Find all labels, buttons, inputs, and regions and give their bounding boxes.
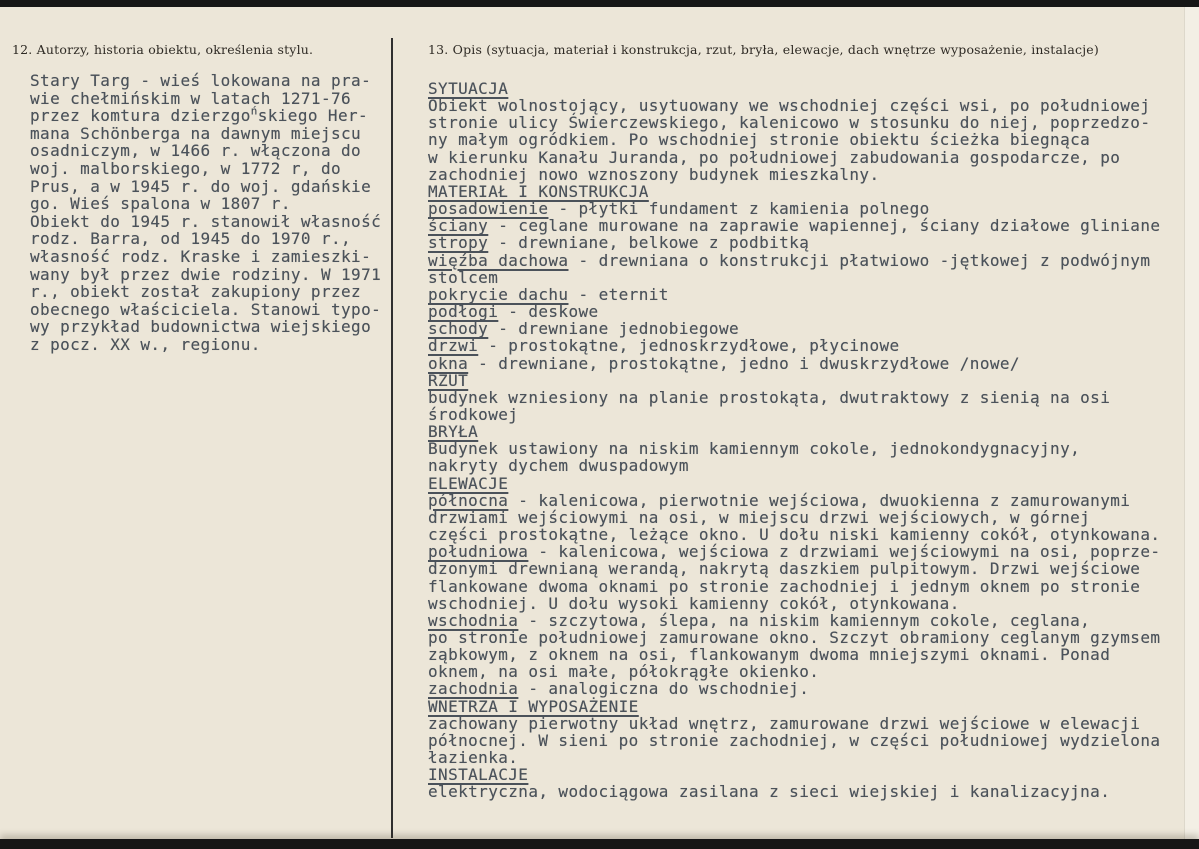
text-line: INSTALACJE: [428, 765, 529, 785]
text-line: posadowienie - płytki fundament z kamienia polnego: [428, 199, 930, 219]
text-line: flankowane dwoma oknami po stronie zachodniej i jednym oknem po stronie: [428, 576, 1141, 596]
text-line: wschodnia - szczytowa, ślepa, na niskim kamiennym cokole, ceglana,: [428, 610, 1091, 630]
text-line: ny małym ogródkiem. Po wschodniej stronie obiektu ścieżka biegnąca: [428, 130, 1091, 150]
scan-edge-bottom: [0, 839, 1199, 849]
text-line: zachodniej nowo wznoszony budynek mieszkalny.: [428, 164, 880, 184]
text-line: ząbkowym, z oknem na osi, flankowanym dwoma mniejszymi oknami. Ponad: [428, 645, 1111, 665]
text-line: po stronie południowej zamurowane okno. Szczyt obramiony ceglanym gzymsem: [428, 628, 1161, 647]
text-line: stronie ulicy Świerczewskiego, kalenicowo w stosunku do niej, poprzedzo-: [428, 113, 1151, 133]
text-line: Obiekt do 1945 r. stanowił własność: [30, 211, 382, 231]
text-line: oknem, na osi małe, półokrągłe okienko.: [428, 662, 820, 682]
text-line: nakryty dychem dwuspadowym: [428, 456, 689, 476]
text-line: SYTUACJA: [428, 79, 509, 98]
text-line: łazienka.: [428, 748, 519, 768]
text-line: w kierunku Kanału Juranda, po południowej zabudowania gospodarcze, po: [428, 147, 1121, 167]
text-line: drzwiami wejściowymi na osi, w miejscu drzwi wejściowych, w górnej: [428, 507, 1091, 527]
text-line: przez komtura dzierzgo$^ń$skiego Her-: [30, 104, 369, 126]
text-line: drzwi - prostokątne, jednoskrzydłowe, płycinowe: [428, 336, 900, 356]
text-line: północnej. W sieni po stronie zachodniej, w części południowej wydzielona: [428, 730, 1161, 750]
text-line: własność rodz. Kraske i zamieszki-: [30, 246, 372, 266]
text-line: Obiekt wolnostojący, usytuowany we wschodniej części wsi, po południowej: [428, 96, 1151, 116]
text-line: stropy - drewniane, belkowe z podbitką: [428, 233, 810, 253]
text-line: woj. malborskiego, w 1772 r, do: [30, 158, 342, 178]
text-line: MATERIAŁ I KONSTRUKCJA: [428, 181, 649, 201]
text-line: okna - drewniane, prostokątne, jedno i dwuskrzydłowe /nowe/: [428, 353, 1020, 373]
text-line: z pocz. XX w., regionu.: [30, 334, 261, 354]
text-line: wy przykład budownictwa wiejskiego: [30, 317, 372, 337]
text-line: wany był przez dwie rodziny. W 1971: [30, 264, 382, 284]
text-line: dzonymi drewnianą werandą, nakrytą daszkiem pulpitowym. Drzwi wejściowe: [428, 559, 1141, 579]
field-12-label: 12. Autorzy, historia obiektu, określenia stylu.: [12, 42, 314, 57]
field-13-label: 13. Opis (sytuacja, materiał i konstrukcja, rzut, bryła, elewacje, dach wnętrze wyposażenie, instalacje): [428, 42, 1099, 57]
scan-edge-top: [0, 0, 1199, 7]
text-line: więźba dachowa - drewniana o konstrukcji płatwiowo -jętkowej z podwójnym: [428, 250, 1151, 270]
history-typewritten-text: [30, 72, 386, 354]
text-line: pokrycie dachu - eternit: [428, 284, 669, 304]
text-line: zachowany pierwotny układ wnętrz, zamurowane drzwi wejściowe w elewacji: [428, 713, 1141, 733]
text-line: Prus, a w 1945 r. do woj. gdańskie: [30, 176, 372, 196]
text-line: r., obiekt został zakupiony przez: [30, 282, 362, 302]
text-line: północna - kalenicowa, pierwotnie wejściowa, dwuokienna z zamurowanymi: [428, 490, 1131, 510]
description-typewritten-text: [428, 80, 1190, 801]
text-line: schody - drewniane jednobiegowe: [428, 319, 740, 339]
text-line: wschodniej. U dołu wysoki kamienny cokół, otynkowana.: [428, 593, 960, 613]
text-line: Budynek ustawiony na niskim kamiennym cokole, jednokondygnacyjny,: [428, 439, 1081, 459]
text-line: mana Schönberga na dawnym miejscu: [30, 123, 362, 143]
text-line: zachodnia - analogiczna do wschodniej.: [428, 679, 810, 699]
text-line: RZUT: [428, 370, 469, 390]
text-line: części prostokątne, leżące okno. U dołu niski kamienny cokół, otynkowana.: [428, 525, 1161, 545]
text-line: ELEWACJE: [428, 473, 509, 493]
text-line: ściany - ceglane murowane na zaprawie wapiennej, ściany działowe gliniane: [428, 216, 1161, 236]
text-line: podłogi - deskowe: [428, 302, 599, 322]
text-line: stolcem: [428, 267, 499, 287]
text-line: osadniczym, w 1466 r. włączona do: [30, 141, 362, 161]
column-divider-rule: [391, 38, 393, 838]
text-line: obecnego właściciela. Stanowi typo-: [30, 299, 382, 319]
text-line: Stary Targ - wieś lokowana na pra-: [30, 71, 372, 90]
text-line: rodz. Barra, od 1945 do 1970 r.,: [30, 229, 352, 249]
text-line: budynek wzniesiony na planie prostokąta, dwutraktowy z sienią na osi: [428, 387, 1111, 407]
text-line: środkowej: [428, 404, 519, 424]
text-line: elektryczna, wodociągowa zasilana z sieci wiejskiej i kanalizacyjna.: [428, 782, 1111, 802]
text-line: BRYŁA: [428, 422, 479, 442]
text-line: południowa - kalenicowa, wejściowa z drzwiami wejściowymi na osi, poprze-: [428, 542, 1161, 562]
text-line: wie chełmińskim w latach 1271-76: [30, 88, 352, 108]
text-line: go. Wieś spalona w 1807 r.: [30, 194, 291, 214]
text-line: WNETRZA I WYPOSAŻENIE: [428, 696, 639, 716]
